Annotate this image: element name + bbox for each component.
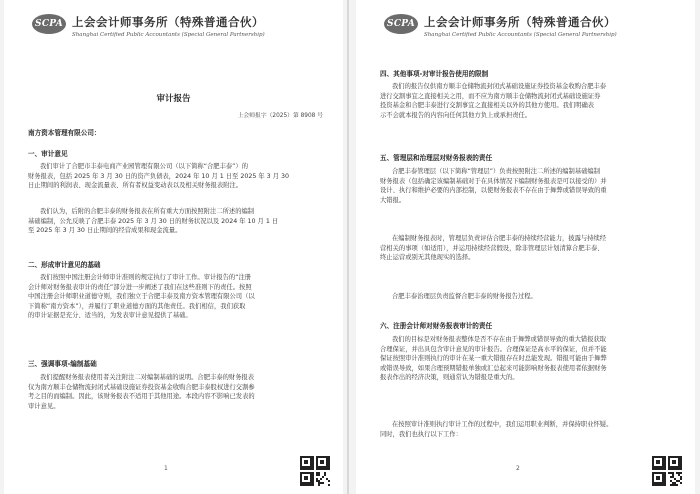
text-line: 设计、执行和维护必要的内部控制，以使财务报表不存在由于舞弊或错误导致的重 (380, 187, 607, 195)
report-reference-number: 上会师报字（2025）第 8908 号 (237, 113, 323, 119)
text-line: 日止期间的利润表、现金流量表、所有者权益变动表以及相关财务报表附注。 (28, 182, 243, 190)
document-page-2 (356, 0, 695, 494)
page-number: 2 (516, 465, 520, 472)
text-line: 合肥丰泰管理层（以下简称“管理层”）负责按照附注二所述的编制基础编制 (392, 168, 601, 175)
paragraph (380, 234, 670, 263)
text-line: 财务报表（包括确定该编制基础对于在具体情况下编制财务报表是可以接受的）并 (380, 177, 607, 185)
qr-code (300, 456, 330, 486)
text-line: 我们按照中国注册会计师审计准则的规定执行了审计工作。审计报告的“注册 (40, 274, 252, 281)
firm-name-en: Shanghai Certified Public Accountants (Special General Partnership) (424, 32, 617, 38)
text-line: 合理保证，并出具包含审计意见的审计报告。合理保证是高水平的保证，但并不能 (380, 345, 607, 353)
report-title: 审计报告 (156, 94, 191, 104)
firm-name: 上会会计师事务所（特殊普通合伙） (72, 15, 264, 29)
text-line: 投资基金和合肥丰泰进行交割事宜之直接相关以外的其他方使用。我们明确表 (380, 102, 595, 110)
section-heading-basis: 二、形成审计意见的基础 (28, 261, 101, 269)
text-line: 审计意见。 (28, 402, 60, 410)
text-line: 示不会就本报告的内容向任何其他方负上或承担责任。 (380, 111, 532, 119)
text-line: 或错误导致，如果合理预期错报单独或汇总起来可能影响财务报表使用者依据财务 (380, 364, 607, 372)
paragraph (380, 420, 670, 439)
text-line: 下简称“南方资本”），并履行了职业道德方面的其他责任。我们相信，我们获取 (28, 302, 246, 310)
section-heading-auditor-responsibility: 六、注册会计师对财务报表审计的责任 (380, 322, 493, 330)
section-heading-management-responsibility: 五、管理层和治理层对财务报表的责任 (380, 154, 493, 162)
document-page-1 (4, 0, 343, 494)
paragraph (380, 82, 670, 120)
text-line: 仅为南方顺丰仓储物流封闭式基础设施证券投资基金收购合肥丰泰股权进行交割参 (28, 383, 255, 391)
page-number: 1 (164, 465, 168, 472)
paragraph (28, 373, 318, 411)
letterhead (32, 10, 332, 46)
section-heading-other-matters: 四、其他事项-对审计报告使用的限制 (380, 70, 489, 78)
text-line: 同时，我们也执行以下工作： (380, 430, 462, 438)
text-line: 大错报。 (380, 196, 406, 204)
text-line: 财务报表，包括 2025 年 3 月 30 日的资产负债表，2024 年 10 月 1 日至 2025 年 3 月 30 (28, 172, 289, 180)
firm-logo: SCPA (32, 14, 66, 34)
paragraph (380, 335, 670, 383)
qr-code (652, 456, 682, 486)
text-line: 合肥丰泰治理层负责监督合肥丰泰的财务报告过程。 (392, 293, 537, 300)
page-gutter (347, 0, 349, 494)
paragraph (28, 207, 318, 236)
text-line: 至 2025 年 3 月 30 日止期间的经营成果和现金流量。 (28, 227, 182, 235)
text-line: 在按照审计准则执行审计工作的过程中，我们运用职业判断，并保持职业怀疑。 (392, 421, 613, 428)
text-line: 保证按照审计准则执行的审计在某一重大错报存在时总能发现。错报可能由于舞弊 (380, 355, 607, 363)
paragraph (380, 167, 670, 205)
text-line: 进行交割事宜之直接相关之用，而不应为南方顺丰仓储物流封闭式基础设施证券 (380, 92, 601, 100)
section-heading-emphasis: 三、强调事项-编制基础 (28, 360, 97, 368)
text-line: 我们认为，后附的合肥丰泰的财务报表在所有重大方面按照附注二所述的编制 (40, 208, 255, 215)
firm-name: 上会会计师事务所（特殊普通合伙） (424, 15, 616, 29)
text-line: 考之目的而编制。因此，该财务报表不适用于其他用途。本段内容不影响已发表的 (28, 393, 255, 401)
text-line: 基础编制，公允反映了合肥丰泰 2025 年 3 月 30 日的财务状况以及 2024 年 10 月 1 日 (28, 217, 279, 225)
text-line: 的审计证据是充分、适当的，为发表审计意见提供了基础。 (28, 312, 192, 320)
text-line: 报表作出的经济决策，则通常认为错报是重大的。 (380, 374, 519, 382)
section-heading-audit-opinion: 一、审计意见 (28, 150, 68, 158)
paragraph (28, 273, 318, 321)
text-line: 终止运营或别无其他现实的选择。 (380, 254, 475, 262)
paragraph (380, 292, 670, 302)
paragraph (28, 162, 318, 191)
letterhead (384, 10, 684, 46)
text-line: 我们的目标是对财务报表整体是否不存在由于舞弊或错误导致的重大错报获取 (392, 336, 607, 343)
firm-name-en: Shanghai Certified Public Accountants (Special General Partnership) (72, 32, 265, 38)
text-line: 我们提醒财务报表使用者关注附注二对编制基础的说明。合肥丰泰的财务报表 (40, 374, 255, 381)
text-line: 会计师对财务报表审计的责任”部分进一步阐述了我们在这些准则下的责任。按照 (28, 283, 252, 291)
firm-logo: SCPA (384, 14, 418, 34)
text-line: 我们的报告仅供南方顺丰仓储物流封闭式基础设施证券投资基金收购合肥丰泰 (392, 83, 607, 90)
text-line: 我们审计了合肥市丰泰电商产业园管理有限公司（以下简称“合肥丰泰”）的 (40, 163, 249, 170)
addressee: 南方资本管理有限公司： (28, 129, 101, 137)
text-line: 营相关的事项（如适用），并运用持续经营假设，除非管理层计划清算合肥丰泰、 (380, 244, 604, 252)
text-line: 中国注册会计师职业道德守则，我们独立于合肥丰泰及南方资本管理有限公司（以 (28, 293, 255, 301)
text-line: 在编制财务报表时，管理层负责评估合肥丰泰的持续经营能力，披露与持续经 (392, 235, 607, 242)
